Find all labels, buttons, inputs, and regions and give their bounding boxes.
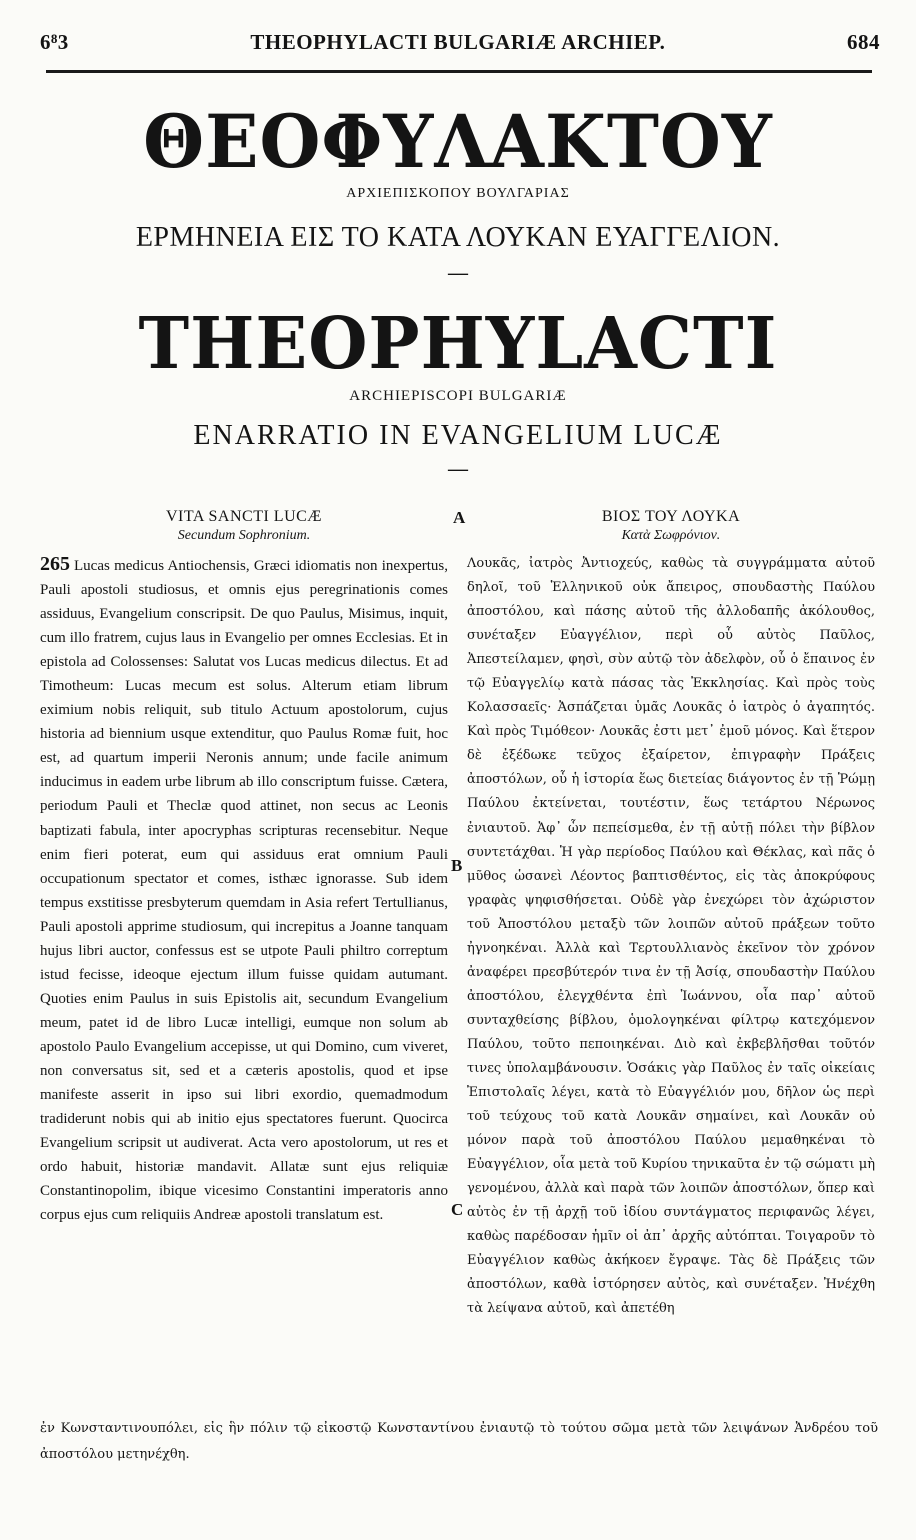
header-rule [46,70,872,73]
marker-c: C [451,1200,464,1219]
greek-heading: ΕΡΜΗΝΕΙΑ ΕΙΣ ΤΟ ΚΑΤΑ ΛΟΥΚΑΝ ΕΥΑΓΓΕΛΙΟΝ. [135,222,781,253]
latin-heading: ENARRATIO IN EVANGELIUM LUCÆ [193,420,723,451]
greek-subtitle: ΑΡΧΙΕΠΙΣΚΟΠΟΥ ΒΟΥΛΓΑΡΙΑΣ [346,186,570,201]
greek-continuation-text: ἐν Κωνσταντινουπόλει, εἰς ἣν πόλιν τῷ εἰκοστῷ Κωνσταντίνου ἐνιαυτῷ τὸ τούτου σῶμα μετὰ τῶν λειψάνων Ἀνδρέου τοῦ ἀποστόλου μετηνέχθη. [40,1421,878,1462]
marker-b: B [451,856,463,875]
greek-column-subheading: Κατὰ Σωφρόνιον. [621,528,721,543]
column-number: 265 [40,553,70,575]
page-number-left: 6⁸3 [40,30,69,54]
marker-a: A [453,508,466,527]
latin-body [40,552,448,1227]
title-separator: — [448,262,468,284]
latin-column-heading: VITA SANCTI LUCÆ [165,508,323,525]
greek-column-heading: ΒΙΟΣ ΤΟΥ ΛΟΥΚΑ [601,508,741,525]
heading-separator: — [448,458,468,480]
latin-text: Lucas medicus Antiochensis, Græci idiomatis non inexpertus, Pauli apostoli studiosus, et omnis ejus peregrinationis comes assiduus, Evangelium conscripsit. De quo Paulus, Misimus, inquit, cum illo fratrem, cujus laus in Evangelio per omnes Ecclesias. Et in epistola ad Colossenses: Salutat vos Lucas medicus dilectus. Et ad Timotheum: Lucas mecum est solus. Alterum etiam librum eximium nobis reliquit, sub titulo Actuum apostolorum, cujus historia ad biennium usque extenditur, quo Paulus Romæ fuit, hoc est, ad quartum imperii Neronis annum; unde facile animum inducimus in eadem urbe librum ab illo conscriptum fuisse. Cætera, periodum Pauli et Theclæ quod attinet, non secus ac Leonis baptizati fabula, inter apocryphas scripturas recensebitur. Neque enim fieri poterat, eum qui assiduus erat omnium Pauli occupationum spectator et comes, isthæc ignorasse. Sub idem tempus exstitisse presbyterum quemdam in Asia refert Tertullianus, Pauli apostoli apprime studiosum, qui increpitus a Joanne tanquam hujus libri auctor, confessus est se utpote Pauli philtro correptum istud fecisse, ideoque ejectum illum fuisse quidam autumant. Quoties enim Paulus in suis Epistolis ait, secundum Evangelium meum, patet id de libro Lucæ intelligi, eumque non solum ab apostolo Paulo Evangelium accepisse, ut qui Domino, cum viveret, non conversatus sit, sed et a cæteris apostolis, quod et ipse manifeste asserit in ipso sui libri exordio, quemadmodum tradiderunt nobis qui ab initio ejus spectatores fuerunt. Quocirca Evangelium scripsit ut audiverat. Acta vero apostolorum, ut res et ordo habuit, historiæ mandavit. Allatæ sunt ejus reliquiæ Constantinopolim, ibique vicesimo Constantini imperatoris anno corpus ejus cum reliquiis Andreæ apostoli translatum est. [40,558,448,1224]
latin-title: THEOPHYLACTI [138,302,778,386]
latin-column-subheading: Secundum Sophronium. [177,528,311,543]
latin-subtitle: ARCHIEPISCOPI BULGARIÆ [349,388,567,404]
page-number-right: 684 [847,30,880,54]
latin-column [40,508,448,1227]
greek-body: Λουκᾶς, ἰατρὸς Ἀντιοχεύς, καθὼς τὰ συγγράμματα αὐτοῦ δηλοῖ, τοῦ Ἑλληνικοῦ οὐκ ἄπειρος, σπουδαστὴς Παύλου ἀποστόλου, καὶ πάσης αὐτοῦ τῆς ἀλλοδαπῆς ἀκόλουθος, συνέταξεν Εὐαγγέλιον, περὶ οὗ αὐτὸς Παῦλος, Ἀπεστείλαμεν, φησὶ, σὺν αὐτῷ τὸν ἀδελφὸν, οὗ ὁ ἔπαινος ἐν τῷ Εὐαγγελίῳ κατὰ πάσας τὰς Ἐκκλησίας. Καὶ πρὸς τοὺς Κολασσαεῖς· Ἀσπάζεται ὑμᾶς Λουκᾶς ὁ ἰατρὸς ὁ ἀγαπητός. Καὶ πρὸς Τιμόθεον· Λουκᾶς ἐστι μετ᾽ ἐμοῦ μόνος. Καὶ ἕτερον δὲ ἐξέδωκε τεῦχος ἐξαίρετον, ἐπιγραφὴν Πράξεις ἀποστόλων, οὗ ἡ ἱστορία ἕως διετείας διάγοντος ἐν τῇ Ῥώμῃ Παύλου ἐκτείνεται, τουτέστιν, ἕως τετάρτου Νέρωνος ἐνιαυτοῦ. Ἀφ᾽ ὧν πεπείσμεθα, ἐν τῇ αὐτῇ πόλει τὴν βίβλον συντετάχθαι. Ἡ γὰρ περίοδος Παύλου καὶ Θέκλας, καὶ πᾶς ὁ μῦθος ὡσανεὶ Λέοντος βαπτισθέντος, εἰς τὰς ἀποκρύφους γραφὰς ψηφισθήσεται. Οὐδὲ γὰρ ἐνεχώρει τὸν ἀχώριστον τοῦ Ἀποστόλου μεταξὺ τῶν λοιπῶν αὐτοῦ πράξεων τοῦτο ἠγνοηκέναι. Ἀλλὰ καὶ Τερτουλλιανὸς ἐκεῖνον τὸν χρόνον ἀναφέρει πρεσβύτερόν τινα ἐν τῇ Ἀσίᾳ, σπουδαστὴν Παύλου ἀποστόλου, ἐλεγχθέντα ἐπὶ Ἰωάννου, οἷα παρ᾽ αὐτοῦ συνταχθείσης βίβλου, ὁμολογηκέναι φίλτρῳ κατεχόμενον Παύλου, τοῦτο πεποιηκέναι. Διὸ καὶ ἐκβεβλῆσθαι τοῦτόν τινες ὑπολαμβάνουσιν. Ὁσάκις γὰρ Παῦλος ἐν ταῖς οἰκείαις Ἐπιστολαῖς λέγει, κατὰ τὸ Εὐαγγέλιόν μου, δῆλον ὡς περὶ τοῦ τεύχους τοῦ κατὰ Λουκᾶν σημαίνει, καὶ Λουκᾶν οὐ μόνον παρὰ τοῦ ἀποστόλου Παύλου μεμαθηκέναι τὸ Εὐαγγέλιον, οἷα μετὰ τοῦ Κυρίου τηνικαῦτα ἐν τῷ σώματι μὴ γενομένου, ἀλλὰ καὶ παρὰ τῶν λοιπῶν ἀποστόλων, ὅπερ καὶ αὐτὸς ἐν τῇ ἀρχῇ τοῦ ἰδίου συντάγματος περιφανῶς λέγει, καθὼς παρέδοσαν ἡμῖν οἱ ἀπ᾽ ἀρχῆς αὐτόπται. Τοιγαροῦν τὸ Εὐαγγέλιον καθὼς ἀκήκοεν ἔγραψε. Τὰς δὲ Πράξεις τῶν ἀποστόλων, καθὰ ἱστόρησεν αὐτὸς, καὶ συνέταξεν. Ἠνέχθη τὰ λείψανα αὐτοῦ, καὶ ἀπετέθη [467,556,875,1317]
greek-column [467,508,875,1322]
greek-title: ΘΕΟΦΥΛΑΚΤΟΥ [143,97,773,186]
running-title: THEOPHYLACTI BULGARIÆ ARCHIEP. [250,30,666,54]
running-head [40,30,880,55]
